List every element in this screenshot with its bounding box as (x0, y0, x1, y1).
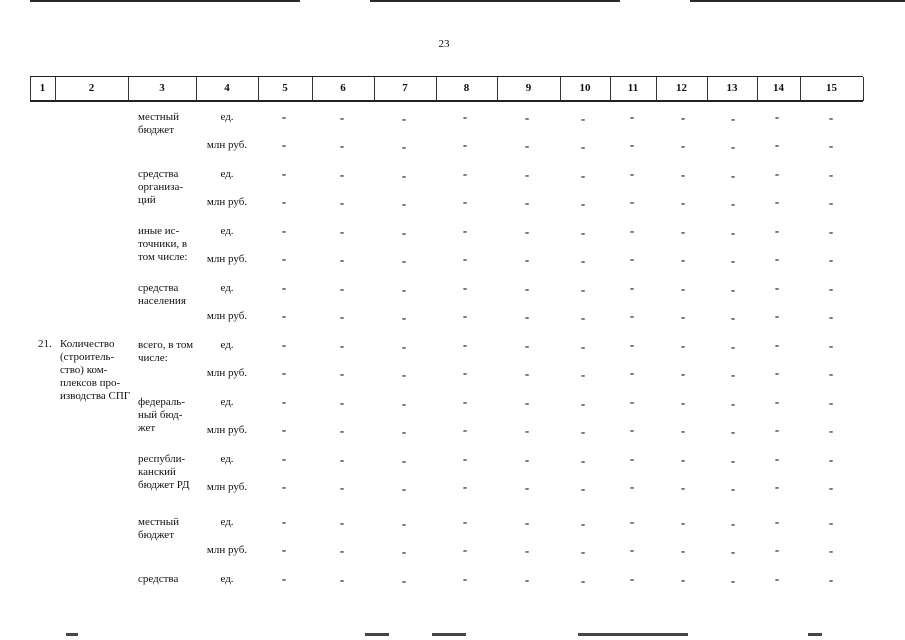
empty-value-cell: - (339, 338, 345, 353)
empty-value-cell: - (828, 309, 834, 324)
empty-value-cell: - (580, 225, 586, 240)
empty-value-cell: - (281, 109, 287, 124)
empty-value-cell: - (339, 138, 345, 153)
empty-value-cell: - (401, 196, 407, 211)
empty-value-cell: - (730, 453, 736, 468)
empty-value-cell: - (629, 542, 635, 557)
header-col-15: 15 (826, 82, 837, 94)
empty-value-cell: - (524, 572, 530, 587)
empty-value-cell: - (281, 337, 287, 352)
empty-value-cell: - (828, 338, 834, 353)
funding-source: иные ис- точники, в том числе: (138, 225, 188, 263)
empty-value-cell: - (580, 253, 586, 268)
unit-label: ед. (220, 111, 234, 123)
funding-source: средства населения (138, 282, 186, 307)
empty-value-cell: - (828, 395, 834, 410)
unit-label: ед. (220, 282, 234, 294)
empty-value-cell: - (524, 395, 530, 410)
empty-value-cell: - (462, 280, 468, 295)
empty-value-cell: - (629, 365, 635, 380)
empty-value-cell: - (401, 168, 407, 183)
empty-value-cell: - (680, 138, 686, 153)
funding-source: средства (138, 573, 179, 585)
empty-value-cell: - (774, 137, 780, 152)
empty-value-cell: - (281, 194, 287, 209)
empty-value-cell: - (462, 571, 468, 586)
empty-value-cell: - (828, 572, 834, 587)
unit-label: ед. (220, 225, 234, 237)
unit-label: млн руб. (206, 310, 248, 322)
empty-value-cell: - (462, 451, 468, 466)
empty-value-cell: - (730, 310, 736, 325)
empty-value-cell: - (774, 251, 780, 266)
scan-edge-bottom-1 (66, 633, 78, 636)
empty-value-cell: - (629, 166, 635, 181)
empty-value-cell: - (680, 366, 686, 381)
empty-value-cell: - (281, 223, 287, 238)
empty-value-cell: - (401, 544, 407, 559)
empty-value-cell: - (730, 168, 736, 183)
empty-value-cell: - (629, 479, 635, 494)
funding-source: средства организа- ций (138, 168, 184, 206)
empty-value-cell: - (580, 282, 586, 297)
empty-value-cell: - (730, 544, 736, 559)
header-col-5: 5 (282, 82, 288, 94)
empty-value-cell: - (629, 251, 635, 266)
empty-value-cell: - (580, 168, 586, 183)
empty-value-cell: - (401, 111, 407, 126)
empty-value-cell: - (828, 515, 834, 530)
empty-value-cell: - (281, 394, 287, 409)
empty-value-cell: - (629, 571, 635, 586)
unit-label: ед. (220, 453, 234, 465)
empty-value-cell: - (462, 514, 468, 529)
indicator-name: Количество (строитель- ство) ком- плексов про- изводства СПГ (60, 338, 131, 402)
empty-value-cell: - (339, 281, 345, 296)
empty-value-cell: - (524, 167, 530, 182)
empty-value-cell: - (281, 137, 287, 152)
scan-edge-bottom-3 (432, 633, 466, 636)
unit-label: млн руб. (206, 253, 248, 265)
empty-value-cell: - (580, 139, 586, 154)
empty-value-cell: - (680, 224, 686, 239)
empty-value-cell: - (828, 366, 834, 381)
empty-value-cell: - (339, 195, 345, 210)
empty-value-cell: - (774, 479, 780, 494)
unit-label: ед. (220, 396, 234, 408)
empty-value-cell: - (629, 394, 635, 409)
empty-value-cell: - (828, 281, 834, 296)
empty-value-cell: - (629, 308, 635, 323)
empty-value-cell: - (730, 253, 736, 268)
empty-value-cell: - (680, 167, 686, 182)
empty-value-cell: - (462, 223, 468, 238)
empty-value-cell: - (524, 480, 530, 495)
empty-value-cell: - (730, 516, 736, 531)
empty-value-cell: - (524, 366, 530, 381)
empty-value-cell: - (680, 281, 686, 296)
empty-value-cell: - (580, 196, 586, 211)
empty-value-cell: - (524, 281, 530, 296)
empty-value-cell: - (774, 422, 780, 437)
empty-value-cell: - (828, 452, 834, 467)
scan-edge-bottom-4 (578, 633, 688, 636)
empty-value-cell: - (401, 282, 407, 297)
unit-label: млн руб. (206, 424, 248, 436)
empty-value-cell: - (281, 251, 287, 266)
empty-value-cell: - (629, 337, 635, 352)
funding-source: местный бюджет (138, 516, 179, 541)
empty-value-cell: - (281, 451, 287, 466)
empty-value-cell: - (828, 195, 834, 210)
empty-value-cell: - (774, 451, 780, 466)
empty-value-cell: - (401, 424, 407, 439)
header-col-13: 13 (726, 82, 738, 94)
empty-value-cell: - (462, 422, 468, 437)
empty-value-cell: - (580, 396, 586, 411)
header-col-3: 3 (159, 82, 165, 94)
empty-value-cell: - (462, 137, 468, 152)
empty-value-cell: - (524, 543, 530, 558)
empty-value-cell: - (462, 365, 468, 380)
empty-value-cell: - (524, 252, 530, 267)
empty-value-cell: - (730, 339, 736, 354)
empty-value-cell: - (339, 515, 345, 530)
empty-value-cell: - (774, 337, 780, 352)
empty-value-cell: - (401, 573, 407, 588)
empty-value-cell: - (828, 480, 834, 495)
empty-value-cell: - (339, 167, 345, 182)
empty-value-cell: - (774, 223, 780, 238)
empty-value-cell: - (680, 423, 686, 438)
empty-value-cell: - (339, 423, 345, 438)
scan-edge-bottom-2 (365, 633, 389, 636)
empty-value-cell: - (339, 366, 345, 381)
header-col-8: 8 (463, 82, 470, 94)
empty-value-cell: - (629, 422, 635, 437)
empty-value-cell: - (339, 110, 345, 125)
unit-label: млн руб. (206, 139, 248, 151)
empty-value-cell: - (680, 543, 686, 558)
empty-value-cell: - (339, 224, 345, 239)
header-top-border (30, 76, 863, 77)
empty-value-cell: - (339, 452, 345, 467)
empty-value-cell: - (281, 542, 287, 557)
unit-label: млн руб. (206, 196, 248, 208)
empty-value-cell: - (730, 367, 736, 382)
empty-value-cell: - (524, 338, 530, 353)
empty-value-cell: - (401, 225, 407, 240)
empty-value-cell: - (339, 572, 345, 587)
empty-value-cell: - (281, 365, 287, 380)
unit-label: ед. (220, 573, 234, 585)
empty-value-cell: - (774, 308, 780, 323)
empty-value-cell: - (774, 394, 780, 409)
empty-value-cell: - (680, 515, 686, 530)
scan-edge-top-2 (370, 0, 620, 2)
empty-value-cell: - (524, 224, 530, 239)
empty-value-cell: - (629, 514, 635, 529)
empty-value-cell: - (774, 280, 780, 295)
empty-value-cell: - (774, 194, 780, 209)
empty-value-cell: - (828, 224, 834, 239)
empty-value-cell: - (828, 252, 834, 267)
empty-value-cell: - (828, 138, 834, 153)
empty-value-cell: - (339, 252, 345, 267)
empty-value-cell: - (730, 573, 736, 588)
empty-value-cell: - (339, 395, 345, 410)
unit-label: млн руб. (206, 544, 248, 556)
empty-value-cell: - (580, 544, 586, 559)
unit-label: млн руб. (206, 367, 248, 379)
empty-value-cell: - (730, 424, 736, 439)
header-col-separator (863, 77, 864, 101)
empty-value-cell: - (401, 481, 407, 496)
header-col-2: 2 (88, 82, 95, 94)
header-col-7: 7 (402, 82, 408, 94)
empty-value-cell: - (524, 515, 530, 530)
empty-value-cell: - (580, 339, 586, 354)
empty-value-cell: - (680, 480, 686, 495)
empty-value-cell: - (730, 111, 736, 126)
empty-value-cell: - (828, 423, 834, 438)
empty-value-cell: - (462, 337, 468, 352)
empty-value-cell: - (580, 453, 586, 468)
empty-value-cell: - (629, 451, 635, 466)
funding-source: федераль- ный бюд- жет (138, 396, 185, 434)
empty-value-cell: - (580, 573, 586, 588)
empty-value-cell: - (629, 280, 635, 295)
empty-value-cell: - (680, 572, 686, 587)
empty-value-cell: - (828, 543, 834, 558)
empty-value-cell: - (680, 252, 686, 267)
empty-value-cell: - (281, 166, 287, 181)
header-col-9: 9 (525, 82, 532, 94)
header-col-1: 1 (39, 82, 46, 94)
empty-value-cell: - (401, 310, 407, 325)
empty-value-cell: - (462, 166, 468, 181)
unit-label: млн руб. (206, 481, 248, 493)
empty-value-cell: - (401, 516, 407, 531)
empty-value-cell: - (774, 365, 780, 380)
empty-value-cell: - (774, 571, 780, 586)
empty-value-cell: - (281, 479, 287, 494)
empty-value-cell: - (680, 309, 686, 324)
empty-value-cell: - (462, 542, 468, 557)
empty-value-cell: - (580, 310, 586, 325)
header-col-14: 14 (773, 82, 784, 94)
empty-value-cell: - (580, 516, 586, 531)
unit-label: ед. (220, 516, 234, 528)
empty-value-cell: - (680, 195, 686, 210)
funding-source: местный бюджет (138, 111, 179, 136)
indicator-number: 21. (38, 338, 52, 350)
empty-value-cell: - (774, 542, 780, 557)
header-col-4: 4 (224, 82, 230, 94)
empty-value-cell: - (580, 367, 586, 382)
empty-value-cell: - (401, 339, 407, 354)
header-col-6: 6 (340, 82, 346, 94)
empty-value-cell: - (339, 309, 345, 324)
empty-value-cell: - (401, 396, 407, 411)
empty-value-cell: - (774, 166, 780, 181)
empty-value-cell: - (401, 253, 407, 268)
empty-value-cell: - (339, 543, 345, 558)
empty-value-cell: - (774, 109, 780, 124)
empty-value-cell: - (281, 571, 287, 586)
empty-value-cell: - (629, 137, 635, 152)
empty-value-cell: - (680, 452, 686, 467)
empty-value-cell: - (774, 514, 780, 529)
header-col-10: 10 (579, 82, 591, 94)
empty-value-cell: - (629, 194, 635, 209)
empty-value-cell: - (462, 479, 468, 494)
unit-label: ед. (220, 339, 234, 351)
scan-edge-top-3 (690, 0, 905, 2)
empty-value-cell: - (680, 338, 686, 353)
empty-value-cell: - (401, 367, 407, 382)
empty-value-cell: - (524, 423, 530, 438)
empty-value-cell: - (281, 514, 287, 529)
unit-label: ед. (220, 168, 234, 180)
funding-source: республи- канский бюджет РД (138, 453, 190, 491)
empty-value-cell: - (680, 110, 686, 125)
empty-value-cell: - (281, 280, 287, 295)
empty-value-cell: - (524, 309, 530, 324)
header-col-12: 12 (676, 82, 687, 94)
header-col-11: 11 (627, 82, 639, 94)
empty-value-cell: - (462, 394, 468, 409)
empty-value-cell: - (462, 109, 468, 124)
empty-value-cell: - (680, 395, 686, 410)
header-bottom-border (30, 100, 863, 102)
empty-value-cell: - (524, 452, 530, 467)
empty-value-cell: - (730, 282, 736, 297)
empty-value-cell: - (524, 138, 530, 153)
empty-value-cell: - (629, 109, 635, 124)
empty-value-cell: - (580, 481, 586, 496)
empty-value-cell: - (401, 453, 407, 468)
empty-value-cell: - (828, 167, 834, 182)
empty-value-cell: - (730, 196, 736, 211)
empty-value-cell: - (401, 139, 407, 154)
scan-edge-bottom-5 (808, 633, 822, 636)
empty-value-cell: - (462, 308, 468, 323)
empty-value-cell: - (281, 422, 287, 437)
empty-value-cell: - (339, 480, 345, 495)
empty-value-cell: - (524, 110, 530, 125)
empty-value-cell: - (730, 481, 736, 496)
empty-value-cell: - (524, 195, 530, 210)
empty-value-cell: - (281, 308, 287, 323)
empty-value-cell: - (580, 424, 586, 439)
empty-value-cell: - (730, 396, 736, 411)
page-number: 23 (438, 38, 450, 50)
empty-value-cell: - (629, 223, 635, 238)
empty-value-cell: - (462, 251, 468, 266)
empty-value-cell: - (580, 111, 586, 126)
scan-edge-top-1 (30, 0, 300, 2)
funding-source: всего, в том числе: (138, 339, 194, 364)
empty-value-cell: - (828, 110, 834, 125)
empty-value-cell: - (462, 194, 468, 209)
empty-value-cell: - (730, 139, 736, 154)
empty-value-cell: - (730, 225, 736, 240)
